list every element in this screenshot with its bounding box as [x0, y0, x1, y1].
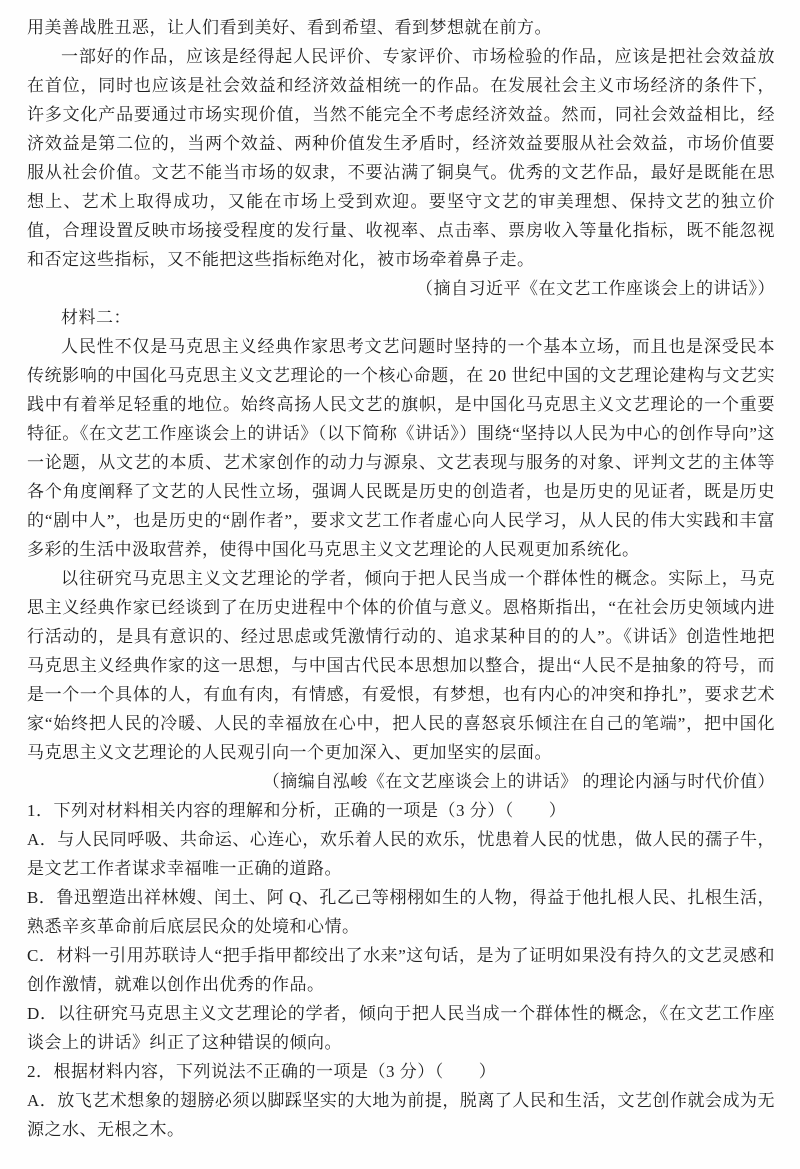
material2-source: （摘编自泓峻《在文艺座谈会上的讲话》 的理论内涵与时代价值） [262, 772, 775, 791]
question-1-option-d: D．以往研究马克思主义文艺理论的学者，倾向于把人民当成一个群体性的概念，《在文艺工作座谈会上的讲话》纠正了这种错误的倾向。 [27, 1004, 775, 1052]
question-1-option-a: A．与人民同呼吸、共命运、心连心，欢乐着人民的欢乐，忧患着人民的忧患，做人民的孺子牛，是文艺工作者谋求幸福唯一正确的道路。 [27, 830, 775, 878]
material1-source: （摘自习近平《在文艺工作座谈会上的讲话》） [416, 279, 775, 298]
question-2-stem: 2．根据材料内容，下列说法不正确的一项是（3 分）（ ） [27, 1062, 497, 1081]
question-1-stem: 1．下列对材料相关内容的理解和分析，正确的一项是（3 分）（ ） [27, 801, 567, 820]
material1-opening-line: 用美善战胜丑恶，让人们看到美好、看到希望、看到梦想就在前方。 [27, 18, 552, 37]
material2-paragraph-1: 人民性不仅是马克思主义经典作家思考文艺问题时坚持的一个基本立场，而且也是深受民本传统影响的中国化马克思主义文艺理论的一个核心命题，在 20 世纪中国的文艺理论建构与文艺实践中有着举足轻重的地位。始终高扬人民文艺的旗帜，是中国化马克思主义文艺理论的一个重要特征。《在文艺工作座谈会上的讲话》（以下简称《讲话》）围绕“坚持以人民为中心的创作导向”这一论题，从文艺的本质、艺术家创作的动力与源泉、文艺表现与服务的对象、评判文艺的主体等各个角度阐释了文艺的人民性立场，强调人民既是历史的创造者，也是历史的见证者，既是历史的“剧中人”，也是历史的“剧作者”，要求文艺工作者虚心向人民学习，从人民的伟大实践和丰富多彩的生活中汲取营养，使得中国化马克思主义文艺理论的人民观更加系统化。 [27, 337, 775, 559]
question-1-option-c: C．材料一引用苏联诗人“把手指甲都绞出了水来”这句话，是为了证明如果没有持久的文艺灵感和创作激情，就难以创作出优秀的作品。 [27, 946, 775, 994]
material2-heading: 材料二： [61, 308, 131, 327]
material2-paragraph-2: 以往研究马克思主义文艺理论的学者，倾向于把人民当成一个群体性的概念。实际上，马克思主义经典作家已经谈到了在历史进程中个体的价值与意义。恩格斯指出，“在社会历史领域内进行活动的，是具有意识的、经过思虑或凭激情行动的、追求某种目的的人”。《讲话》创造性地把马克思主义经典作家的这一思想，与中国古代民本思想加以整合，提出“人民不是抽象的符号，而是一个一个具体的人，有血有肉，有情感，有爱恨，有梦想，也有内心的冲突和挣扎”，要求艺术家“始终把人民的冷暖、人民的幸福放在心中，把人民的喜怒哀乐倾注在自己的笔端”，把中国化马克思主义文艺理论的人民观引向一个更加深入、更加坚实的层面。 [27, 569, 775, 762]
question-1-option-b: B．鲁迅塑造出祥林嫂、闰土、阿 Q、孔乙己等栩栩如生的人物，得益于他扎根人民、扎根生活，熟悉辛亥革命前后底层民众的处境和心情。 [27, 888, 775, 936]
material1-paragraph: 一部好的作品，应该是经得起人民评价、专家评价、市场检验的作品，应该是把社会效益放在首位，同时也应该是社会效益和经济效益相统一的作品。在发展社会主义市场经济的条件下，许多文化产品要通过市场实现价值，当然不能完全不考虑经济效益。然而，同社会效益相比，经济效益是第二位的，当两个效益、两种价值发生矛盾时，经济效益要服从社会效益，市场价值要服从社会价值。文艺不能当市场的奴隶，不要沾满了铜臭气。优秀的文艺作品，最好是既能在思想上、艺术上取得成功，又能在市场上受到欢迎。要坚守文艺的审美理想、保持文艺的独立价值，合理设置反映市场接受程度的发行量、收视率、点击率、票房收入等量化指标，既不能忽视和否定这些指标，又不能把这些指标绝对化，被市场牵着鼻子走。 [27, 47, 775, 269]
question-2-option-a: A．放飞艺术想象的翅膀必须以脚踩坚实的大地为前提，脱离了人民和生活，文艺创作就会成为无源之水、无根之木。 [27, 1091, 775, 1139]
